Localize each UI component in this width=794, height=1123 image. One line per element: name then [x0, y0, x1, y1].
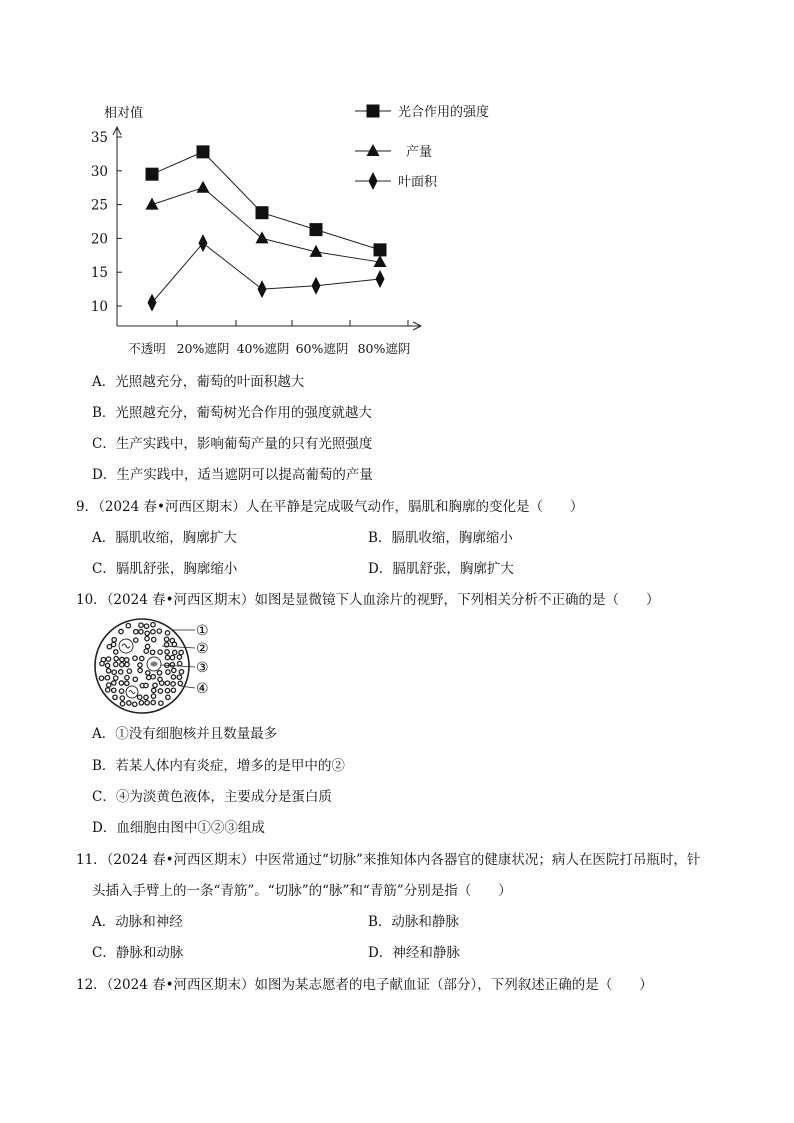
red-blood-cell: [105, 676, 109, 680]
red-blood-cell: [114, 656, 118, 660]
red-blood-cell: [151, 623, 155, 627]
red-blood-cell: [145, 636, 149, 640]
red-blood-cell: [119, 629, 123, 633]
red-blood-cell: [119, 670, 123, 674]
red-blood-cell: [120, 702, 124, 706]
red-blood-cell: [165, 650, 169, 654]
legend-label: 产量: [406, 145, 433, 160]
red-blood-cell: [172, 642, 176, 646]
x-tick-label: 20%遮阴: [176, 341, 230, 356]
q9-option-a: A．膈肌收缩，胸廓扩大: [92, 530, 237, 546]
red-blood-cell: [145, 701, 149, 705]
q10-option-c: C．④为淡黄色液体，主要成分是蛋白质: [92, 789, 332, 805]
q9-option-d: D．膈肌舒张，胸廓扩大: [368, 561, 514, 577]
series-line-square: [152, 152, 380, 250]
legend-label: 叶面积: [398, 175, 438, 190]
q11-option-d: D．神经和静脉: [368, 945, 460, 961]
red-blood-cell: [145, 644, 149, 648]
red-blood-cell: [134, 638, 138, 642]
red-blood-cell: [112, 681, 116, 685]
red-blood-cell: [139, 630, 143, 634]
figure-label-2: ②: [196, 641, 209, 657]
red-blood-cell: [165, 681, 169, 685]
q8-option-c: C．生产实践中，影响葡萄产量的只有光照强度: [92, 436, 373, 452]
q11-stem-line1: 11．（2024 春•河西区期末）中医常通过“切脉”来推知体内各器官的健康状况；病人在医院打吊瓶时，针: [76, 852, 701, 868]
series-line-diamond: [152, 243, 380, 302]
red-blood-cell: [153, 683, 157, 687]
red-blood-cell: [133, 702, 137, 706]
red-blood-cell: [106, 669, 110, 673]
x-tick-label: 不透明: [128, 341, 166, 356]
legend-label: 光合作用的强度: [398, 105, 490, 120]
red-blood-cell: [133, 656, 137, 660]
red-blood-cell: [178, 681, 182, 685]
q9-option-c: C．膈肌舒张，胸廓缩小: [92, 561, 238, 577]
y-tick-label: 20: [90, 231, 108, 248]
red-blood-cell: [127, 669, 131, 673]
red-blood-cell: [165, 688, 169, 692]
red-blood-cell: [165, 631, 169, 635]
data-point-diamond: [258, 280, 267, 298]
red-blood-cell: [125, 681, 129, 685]
red-blood-cell: [178, 661, 182, 665]
red-blood-cell: [139, 701, 143, 705]
data-point-diamond: [312, 277, 321, 295]
red-blood-cell: [158, 689, 162, 693]
red-blood-cell: [119, 689, 123, 693]
red-blood-cell: [112, 688, 116, 692]
red-blood-cell: [177, 655, 181, 659]
red-blood-cell: [152, 637, 156, 641]
red-blood-cell: [179, 670, 183, 674]
q10-stem: 10．（2024 春•河西区期末）如图是显微镜下人血涂片的视野，下列相关分析不正确的是（ ）: [76, 592, 660, 608]
red-blood-cell: [144, 683, 148, 687]
legend-marker-square: [367, 105, 380, 118]
red-blood-cell: [177, 675, 181, 679]
q12-stem: 12．（2024 春•河西区期末）如图为某志愿者的电子献血证（部分），下列叙述正确的是（ ）: [76, 977, 653, 993]
red-blood-cell: [125, 658, 129, 662]
x-tick-label: 80%遮阴: [357, 341, 411, 356]
red-blood-cell: [126, 624, 130, 628]
red-blood-cell: [107, 683, 111, 687]
red-blood-cell: [171, 688, 175, 692]
y-tick-label: 15: [90, 265, 108, 282]
series-line-triangle: [152, 188, 380, 262]
data-point-triangle: [256, 231, 269, 243]
data-point-square: [374, 243, 387, 256]
q8-option-d: D．生产实践中，适当遮阴可以提高葡萄的产量: [92, 467, 373, 483]
q10-option-d: D．血细胞由图中①②③组成: [92, 820, 265, 836]
y-axis-label: 相对值: [104, 106, 144, 121]
red-blood-cell: [127, 701, 131, 705]
red-blood-cell: [166, 670, 170, 674]
red-blood-cell: [111, 642, 115, 646]
line-chart: [0, 0, 794, 370]
red-blood-cell: [151, 694, 155, 698]
q9-stem: 9．（2024 春•河西区期末）人在平静是完成吸气动作，膈肌和胸廓的变化是（ ）: [76, 499, 584, 515]
red-blood-cell: [125, 662, 129, 666]
y-tick-label: 30: [90, 163, 108, 180]
red-blood-cell: [119, 681, 123, 685]
red-blood-cell: [144, 649, 148, 653]
red-blood-cell: [120, 696, 124, 700]
red-blood-cell: [166, 695, 170, 699]
red-blood-cell: [138, 695, 142, 699]
red-blood-cell: [172, 668, 176, 672]
data-point-square: [256, 206, 269, 219]
red-blood-cell: [151, 700, 155, 704]
red-blood-cell: [112, 638, 116, 642]
red-blood-cell: [171, 675, 175, 679]
q11-option-b: B．动脉和静脉: [368, 914, 459, 930]
data-point-square: [310, 223, 323, 236]
red-blood-cell: [147, 675, 151, 679]
blood-smear-figure: [92, 614, 222, 718]
q11-option-a: A．动脉和神经: [92, 914, 183, 930]
red-blood-cell: [158, 650, 162, 654]
red-blood-cell: [159, 701, 163, 705]
red-blood-cell: [120, 657, 124, 661]
q11-stem-line2: 头插入手臂上的一条“青筋”。“切脉”的“脉”和“青筋”分别是指（ ）: [92, 883, 512, 899]
red-blood-cell: [138, 663, 142, 667]
red-blood-cell: [99, 676, 103, 680]
red-blood-cell: [133, 677, 137, 681]
red-blood-cell: [144, 695, 148, 699]
red-blood-cell: [144, 624, 148, 628]
q8-option-a: A．光照越充分，葡萄的叶面积越大: [92, 374, 305, 390]
red-blood-cell: [105, 663, 109, 667]
red-blood-cell: [151, 675, 155, 679]
red-blood-cell: [134, 630, 138, 634]
red-blood-cell: [113, 695, 117, 699]
y-tick-label: 25: [90, 197, 108, 214]
red-blood-cell: [151, 630, 155, 634]
red-blood-cell: [106, 688, 110, 692]
white-blood-cell: [119, 639, 133, 653]
red-blood-cell: [157, 629, 161, 633]
red-blood-cell: [157, 671, 161, 675]
red-blood-cell: [139, 623, 143, 627]
red-blood-cell: [112, 670, 116, 674]
red-blood-cell: [171, 682, 175, 686]
red-blood-cell: [114, 662, 118, 666]
red-blood-cell: [120, 663, 124, 667]
red-blood-cell: [146, 671, 150, 675]
red-blood-cell: [170, 663, 174, 667]
red-blood-cell: [164, 637, 168, 641]
red-blood-cell: [165, 655, 169, 659]
q9-option-b: B．膈肌收缩，胸廓缩小: [368, 530, 513, 546]
white-blood-cell: [126, 686, 138, 698]
y-tick-label: 10: [90, 299, 108, 315]
red-blood-cell: [160, 681, 164, 685]
red-blood-cell: [150, 650, 154, 654]
red-blood-cell: [114, 650, 118, 654]
q10-option-a: A．①没有细胞核并且数量最多: [92, 726, 278, 742]
red-blood-cell: [125, 675, 129, 679]
red-blood-cell: [106, 657, 110, 661]
y-tick-label: 35: [90, 130, 108, 146]
red-blood-cell: [114, 676, 118, 680]
figure-label-4: ④: [196, 681, 209, 697]
q10-option-b: B．若某人体内有炎症，增多的是甲中的②: [92, 758, 345, 774]
white-blood-cell: [147, 657, 161, 671]
q11-option-c: C．静脉和动脉: [92, 945, 184, 961]
red-blood-cell: [145, 631, 149, 635]
data-point-diamond: [148, 294, 157, 312]
data-point-triangle: [197, 181, 210, 193]
figure-label-1: ①: [196, 623, 209, 639]
data-point-square: [146, 168, 159, 181]
x-tick-label: 40%遮阴: [236, 341, 290, 356]
x-tick-label: 60%遮阴: [295, 341, 349, 356]
data-point-diamond: [376, 270, 385, 288]
red-blood-cell: [100, 661, 104, 665]
q8-option-b: B．光照越充分，葡萄树光合作用的强度就越大: [92, 405, 372, 421]
legend-marker-diamond: [369, 172, 378, 190]
figure-label-3: ③: [196, 660, 209, 676]
data-point-diamond: [199, 234, 208, 252]
legend-marker-triangle: [367, 144, 380, 156]
red-blood-cell: [170, 655, 174, 659]
data-point-square: [197, 145, 210, 158]
chart-plot-area: [91, 104, 489, 356]
red-blood-cell: [173, 650, 177, 654]
red-blood-cell: [138, 668, 142, 672]
red-blood-cell: [152, 688, 156, 692]
red-blood-cell: [179, 650, 183, 654]
red-blood-cell: [140, 656, 144, 660]
